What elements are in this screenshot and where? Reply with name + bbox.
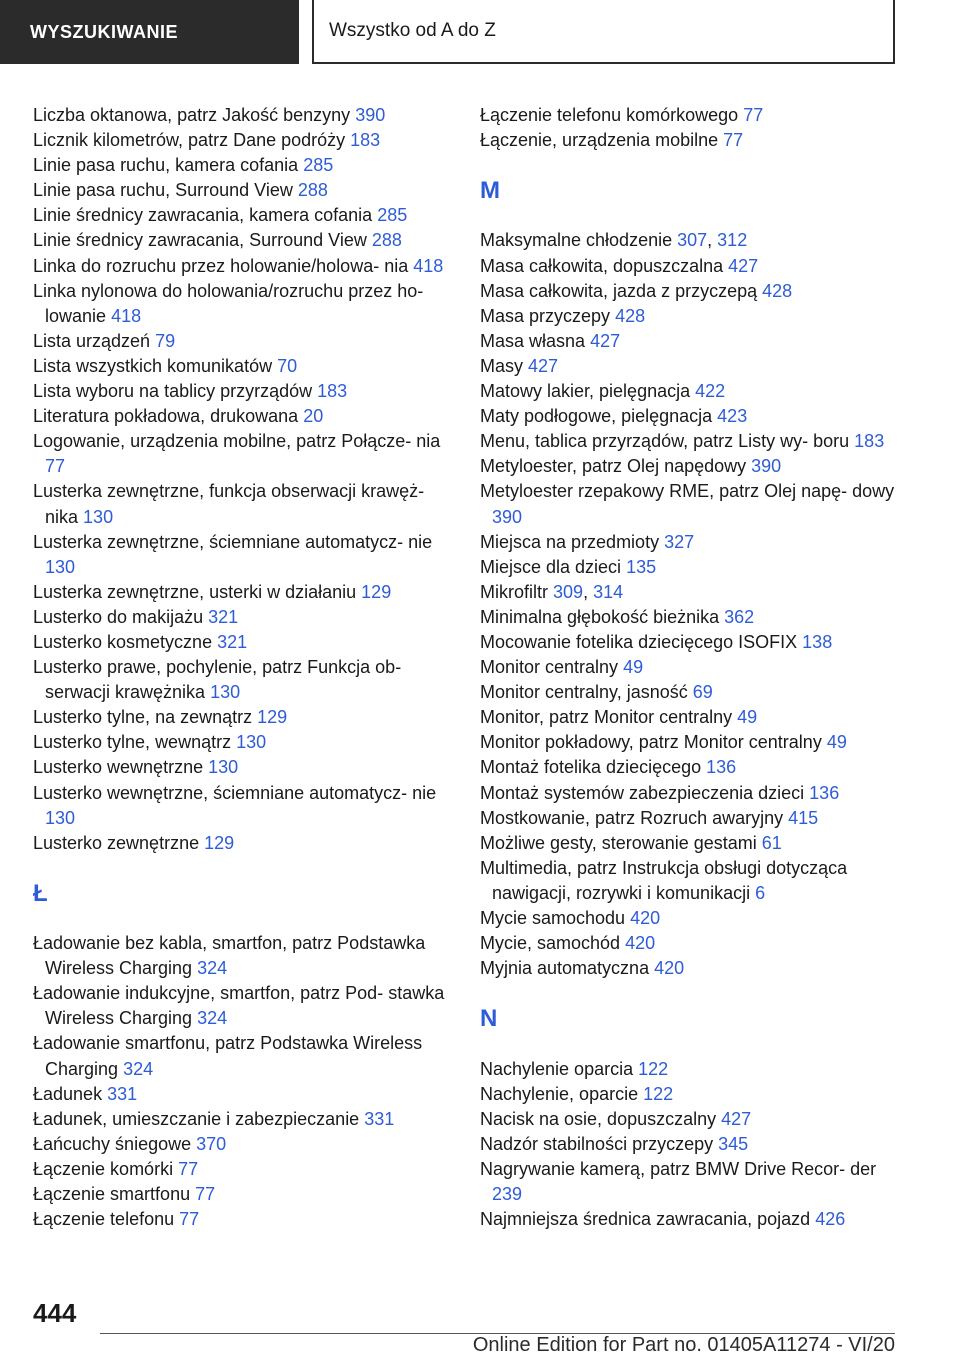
index-entry	[480, 1157, 900, 1207]
page-reference-link[interactable]: 77	[743, 105, 764, 125]
index-entry	[33, 354, 453, 379]
index-column-left	[33, 103, 453, 1232]
index-entry	[33, 153, 453, 178]
index-entry	[480, 806, 900, 831]
index-entry	[33, 1082, 453, 1107]
index-term: Lusterko do makijażu	[33, 606, 204, 627]
index-entry	[33, 379, 453, 404]
page-reference-link[interactable]: 420	[654, 958, 685, 979]
page-reference-link[interactable]: 6	[755, 882, 766, 903]
page-reference-link[interactable]: 130	[208, 757, 239, 778]
page-reference-link[interactable]: 331	[364, 1108, 395, 1129]
page-reference-link[interactable]: 77	[723, 130, 744, 151]
index-term: Licznik kilometrów, patrz Dane podróży	[33, 130, 346, 151]
index-entry	[33, 103, 453, 128]
page-reference-link[interactable]: 321	[217, 631, 248, 652]
index-entry	[480, 931, 900, 956]
index-entry	[480, 279, 900, 304]
index-entry	[33, 530, 453, 580]
index-entry	[33, 329, 453, 354]
page-reference-link[interactable]: 285	[377, 205, 408, 226]
page-header	[0, 0, 960, 64]
index-entry	[33, 1107, 453, 1132]
index-term: Lista wszystkich komunikatów	[33, 355, 273, 376]
index-term: Masy	[480, 355, 524, 376]
index-term: Mostkowanie, patrz Rozruch awaryjny	[480, 807, 784, 828]
page-reference-link[interactable]: 122	[638, 1058, 669, 1079]
index-term: Lusterko tylne, wewnątrz	[33, 732, 232, 753]
index-entry	[33, 781, 453, 831]
index-entry: Maksymalne chłodzenie 307, 312	[480, 230, 748, 251]
index-term: Masa przyczepy	[480, 305, 611, 326]
index-entry	[33, 655, 453, 705]
index-term: Montaż systemów zabezpieczenia dzieci	[480, 782, 805, 803]
page-reference-link[interactable]: 49	[623, 657, 644, 678]
page-reference-link[interactable]: 427	[728, 255, 759, 276]
page-reference-link[interactable]: 324	[197, 958, 228, 979]
index-entry	[33, 479, 453, 529]
index-entry	[480, 429, 900, 454]
page-reference-link[interactable]: 129	[257, 707, 288, 728]
index-entry	[480, 1082, 900, 1107]
page-reference-link[interactable]: 183	[317, 381, 348, 402]
index-entry	[33, 1182, 453, 1207]
page-reference-link[interactable]: 77	[195, 1184, 216, 1205]
page-reference-link[interactable]: 312	[717, 230, 748, 251]
page-reference-link[interactable]: 183	[854, 431, 885, 452]
index-term: Minimalna głębokość bieżnika	[480, 606, 720, 627]
page-reference-link[interactable]: 324	[197, 1008, 228, 1029]
index-entry	[33, 228, 453, 253]
page-reference-link[interactable]: 427	[528, 355, 559, 376]
index-term: Mycie samochodu	[480, 908, 626, 928]
index-term: Lista wyboru na tablicy przyrządów	[33, 381, 313, 402]
page-reference-link[interactable]: 79	[155, 330, 176, 351]
page-reference-link[interactable]: 314	[593, 581, 624, 602]
index-entry	[480, 1107, 900, 1132]
index-term: Ładowanie indukcyjne, smartfon, patrz Pod‐ stawka Wireless Charging	[33, 983, 445, 1029]
page-reference-link[interactable]: 327	[664, 531, 695, 552]
index-entry	[480, 680, 900, 705]
page-reference-link[interactable]: 129	[204, 832, 235, 853]
index-term: Mycie, samochód	[480, 933, 621, 954]
index-term: Ładunek	[33, 1083, 103, 1104]
page-reference-link[interactable]: 77	[45, 456, 66, 477]
page-reference-link[interactable]: 135	[626, 556, 657, 577]
index-term: Masa własna	[480, 330, 586, 351]
index-entry	[480, 354, 900, 379]
index-entry	[33, 1207, 453, 1232]
index-term: Ładowanie smartfonu, patrz Podstawka Wireless Charging	[33, 1033, 423, 1079]
page-reference-link[interactable]: 288	[371, 230, 402, 251]
index-term: Liczba oktanowa, patrz Jakość benzyny	[33, 105, 351, 125]
index-term: Metyloester rzepakowy RME, patrz Olej napę‐ dowy	[480, 481, 895, 502]
page-reference-link[interactable]: 130	[210, 682, 241, 703]
index-term: Łączenie komórki	[33, 1158, 174, 1179]
page-reference-link[interactable]: 428	[615, 305, 646, 326]
index-entry	[480, 103, 900, 128]
index-entry	[480, 755, 900, 780]
index-term: Mocowanie fotelika dziecięcego ISOFIX	[480, 631, 798, 652]
index-entry	[33, 981, 453, 1031]
page-reference-link[interactable]: 418	[111, 305, 142, 326]
page-reference-link[interactable]: 122	[643, 1083, 674, 1104]
index-term: Maksymalne chłodzenie	[480, 230, 673, 251]
index-term: Nagrywanie kamerą, patrz BMW Drive Recor‐ der	[480, 1158, 877, 1179]
index-term: Menu, tablica przyrządów, patrz Listy wy‐ boru	[480, 431, 850, 452]
index-entry	[33, 755, 453, 780]
index-entry	[33, 1157, 453, 1182]
page-reference-link[interactable]: 426	[815, 1209, 846, 1230]
page-number: 444	[33, 1298, 77, 1328]
index-column-right	[480, 103, 900, 1232]
index-entry: Mikrofiltr 309, 314	[480, 581, 624, 602]
index-term: Miejsce dla dzieci	[480, 556, 622, 577]
index-term: Łączenie smartfonu	[33, 1184, 191, 1205]
index-term: Nachylenie, oparcie	[480, 1083, 639, 1104]
index-entry	[33, 254, 453, 279]
index-entry	[480, 831, 900, 856]
index-term: Lusterka zewnętrzne, usterki w działaniu	[33, 581, 357, 602]
page-reference-link[interactable]: 130	[236, 732, 267, 753]
page-reference-link[interactable]: 427	[721, 1108, 752, 1129]
index-entry	[33, 1132, 453, 1157]
page-reference-link[interactable]: 415	[788, 807, 819, 828]
index-term: Ładunek, umieszczanie i zabezpieczanie	[33, 1108, 360, 1129]
index-term: Lista urządzeń	[33, 330, 151, 351]
page-reference-link[interactable]: 370	[196, 1133, 227, 1154]
page-reference-link[interactable]: 138	[802, 631, 833, 652]
page-reference-link[interactable]: 420	[625, 933, 656, 954]
index-term: Lusterko kosmetyczne	[33, 631, 213, 652]
index-term: Najmniejsza średnica zawracania, pojazd	[480, 1209, 811, 1230]
page-reference-link[interactable]: 423	[717, 406, 748, 427]
index-entry	[480, 304, 900, 329]
index-term: Montaż fotelika dziecięcego	[480, 757, 702, 778]
index-entry	[480, 530, 900, 555]
index-entry	[33, 931, 453, 981]
index-entry	[480, 856, 900, 906]
page-reference-link[interactable]: 307	[677, 230, 708, 251]
section-tab: WYSZUKIWANIE	[0, 0, 299, 64]
page-reference-link[interactable]: 130	[45, 807, 76, 828]
index-term: Nadzór stabilności przyczepy	[480, 1133, 714, 1154]
index-term: Lusterko prawe, pochylenie, patrz Funkcja ob‐ serwacji krawężnika	[33, 657, 402, 703]
index-entry	[33, 279, 453, 329]
page-reference-link[interactable]: 239	[492, 1184, 523, 1205]
edition-note: Online Edition for Part no. 01405A11274 - VI/20	[472, 1334, 895, 1356]
index-term: Lusterko tylne, na zewnątrz	[33, 707, 253, 728]
index-entry	[33, 705, 453, 730]
page-reference-link[interactable]: 77	[179, 1209, 200, 1230]
page-reference-link[interactable]: 362	[724, 606, 755, 627]
index-entry	[33, 404, 453, 429]
index-term: Łańcuchy śniegowe	[33, 1133, 192, 1154]
index-entry	[480, 379, 900, 404]
page-reference-link[interactable]: 324	[123, 1058, 154, 1079]
page-reference-link[interactable]: 20	[303, 406, 324, 427]
index-term: Monitor centralny	[480, 657, 619, 678]
index-term: Maty podłogowe, pielęgnacja	[480, 406, 713, 427]
page-reference-link[interactable]: 129	[361, 581, 392, 602]
page-reference-link[interactable]: 427	[590, 330, 621, 351]
page-reference-link[interactable]: 390	[355, 105, 386, 125]
index-term: Łączenie telefonu	[33, 1209, 175, 1230]
index-entry	[33, 203, 453, 228]
index-term: Monitor, patrz Monitor centralny	[480, 707, 733, 728]
index-term: Możliwe gesty, sterowanie gestami	[480, 832, 757, 853]
index-term: Linie pasa ruchu, kamera cofania	[33, 155, 299, 176]
index-term: Literatura pokładowa, drukowana	[33, 406, 299, 427]
page-reference-link[interactable]: 130	[83, 506, 114, 527]
page-reference-link[interactable]: 136	[809, 782, 840, 803]
index-entry	[480, 605, 900, 630]
index-letter-heading: Ł	[33, 879, 48, 907]
index-term: Linka nylonowa do holowania/rozruchu przez ho‐ lowanie	[33, 280, 424, 326]
index-entry	[480, 1057, 900, 1082]
index-term: Multimedia, patrz Instrukcja obsługi dotycząca nawigacji, rozrywki i komunikacji	[480, 857, 848, 903]
index-entry	[33, 128, 453, 153]
index-entry	[33, 605, 453, 630]
index-term: Lusterko wewnętrzne, ściemniane automatycz‐ nie	[33, 782, 437, 803]
index-entry	[480, 128, 900, 153]
index-term: Ładowanie bez kabla, smartfon, patrz Podstawka Wireless Charging	[33, 933, 426, 979]
page-reference-link[interactable]: 418	[413, 255, 444, 276]
index-entry	[480, 781, 900, 806]
index-entry	[480, 705, 900, 730]
index-entry	[33, 429, 453, 479]
page-reference-link[interactable]: 428	[762, 280, 793, 301]
index-term: Miejsca na przedmioty	[480, 531, 660, 552]
page-reference-link[interactable]: 390	[751, 456, 782, 477]
index-term: Logowanie, urządzenia mobilne, patrz Połącze‐ nia	[33, 431, 441, 452]
index-entry	[480, 254, 900, 279]
index-term: Metyloester, patrz Olej napędowy	[480, 456, 747, 477]
index-entry	[33, 831, 453, 856]
index-entry	[480, 404, 900, 429]
index-letter-heading: N	[480, 1005, 498, 1033]
page-reference-link[interactable]: 49	[737, 707, 758, 728]
index-entry	[33, 178, 453, 203]
page-reference-link[interactable]: 390	[492, 506, 523, 527]
index-term: Masa całkowita, dopuszczalna	[480, 255, 724, 276]
index-entry	[480, 1207, 900, 1232]
page-reference-link[interactable]: 130	[45, 556, 76, 577]
index-term: Lusterka zewnętrzne, funkcja obserwacji krawęż‐ nika	[33, 481, 425, 527]
index-entry	[33, 730, 453, 755]
index-entry	[480, 906, 900, 931]
index-entry	[480, 329, 900, 354]
index-entry	[33, 630, 453, 655]
index-term: Linka do rozruchu przez holowanie/holowa‐ nia	[33, 255, 409, 276]
index-term: Lusterko zewnętrzne	[33, 832, 200, 853]
index-letter-heading: M	[480, 177, 500, 205]
page-reference-link[interactable]: 61	[761, 832, 782, 853]
page-reference-link[interactable]: 422	[695, 381, 726, 402]
index-entry	[480, 956, 900, 981]
index-term: Monitor pokładowy, patrz Monitor centralny	[480, 732, 822, 753]
index-term: Masa całkowita, jazda z przyczepą	[480, 280, 758, 301]
index-term: Matowy lakier, pielęgnacja	[480, 381, 691, 402]
page-reference-link[interactable]: 345	[718, 1133, 749, 1154]
page-reference-link[interactable]: 77	[178, 1158, 199, 1179]
page-reference-link[interactable]: 285	[303, 155, 334, 176]
page-reference-link[interactable]: 331	[107, 1083, 138, 1104]
index-term: Lusterka zewnętrzne, ściemniane automatycz‐ nie	[33, 531, 433, 552]
page-reference-link[interactable]: 288	[297, 180, 328, 201]
index-entry	[480, 655, 900, 680]
index-entry	[480, 1132, 900, 1157]
index-entry	[480, 730, 900, 755]
index-term: Łączenie, urządzenia mobilne	[480, 130, 719, 151]
page-reference-link[interactable]: 420	[630, 908, 661, 928]
index-term: Linie średnicy zawracania, Surround View	[33, 230, 367, 251]
index-term: Łączenie telefonu komórkowego	[480, 105, 739, 125]
index-term: Myjnia automatyczna	[480, 958, 650, 979]
index-term: Mikrofiltr	[480, 581, 548, 602]
index-term: Nacisk na osie, dopuszczalny	[480, 1108, 717, 1129]
index-term: Nachylenie oparcia	[480, 1058, 634, 1079]
index-term: Linie pasa ruchu, Surround View	[33, 180, 293, 201]
chapter-title: Wszystko od A do Z	[312, 0, 895, 64]
index-term: Monitor centralny, jasność	[480, 682, 688, 703]
page-reference-link[interactable]: 49	[826, 732, 847, 753]
page-reference-link[interactable]: 136	[706, 757, 737, 778]
index-entry	[480, 630, 900, 655]
index-term: Lusterko wewnętrzne	[33, 757, 204, 778]
index-entry	[480, 454, 900, 479]
index-entry	[33, 1031, 453, 1081]
page-reference-link[interactable]: 309	[553, 581, 584, 602]
page-reference-link[interactable]: 70	[277, 355, 298, 376]
index-term: Linie średnicy zawracania, kamera cofania	[33, 205, 373, 226]
page-reference-link[interactable]: 69	[692, 682, 713, 703]
page-reference-link[interactable]: 321	[208, 606, 239, 627]
index-entry	[480, 555, 900, 580]
index-entry	[480, 479, 900, 529]
page-reference-link[interactable]: 183	[350, 130, 381, 151]
index-entry	[33, 580, 453, 605]
